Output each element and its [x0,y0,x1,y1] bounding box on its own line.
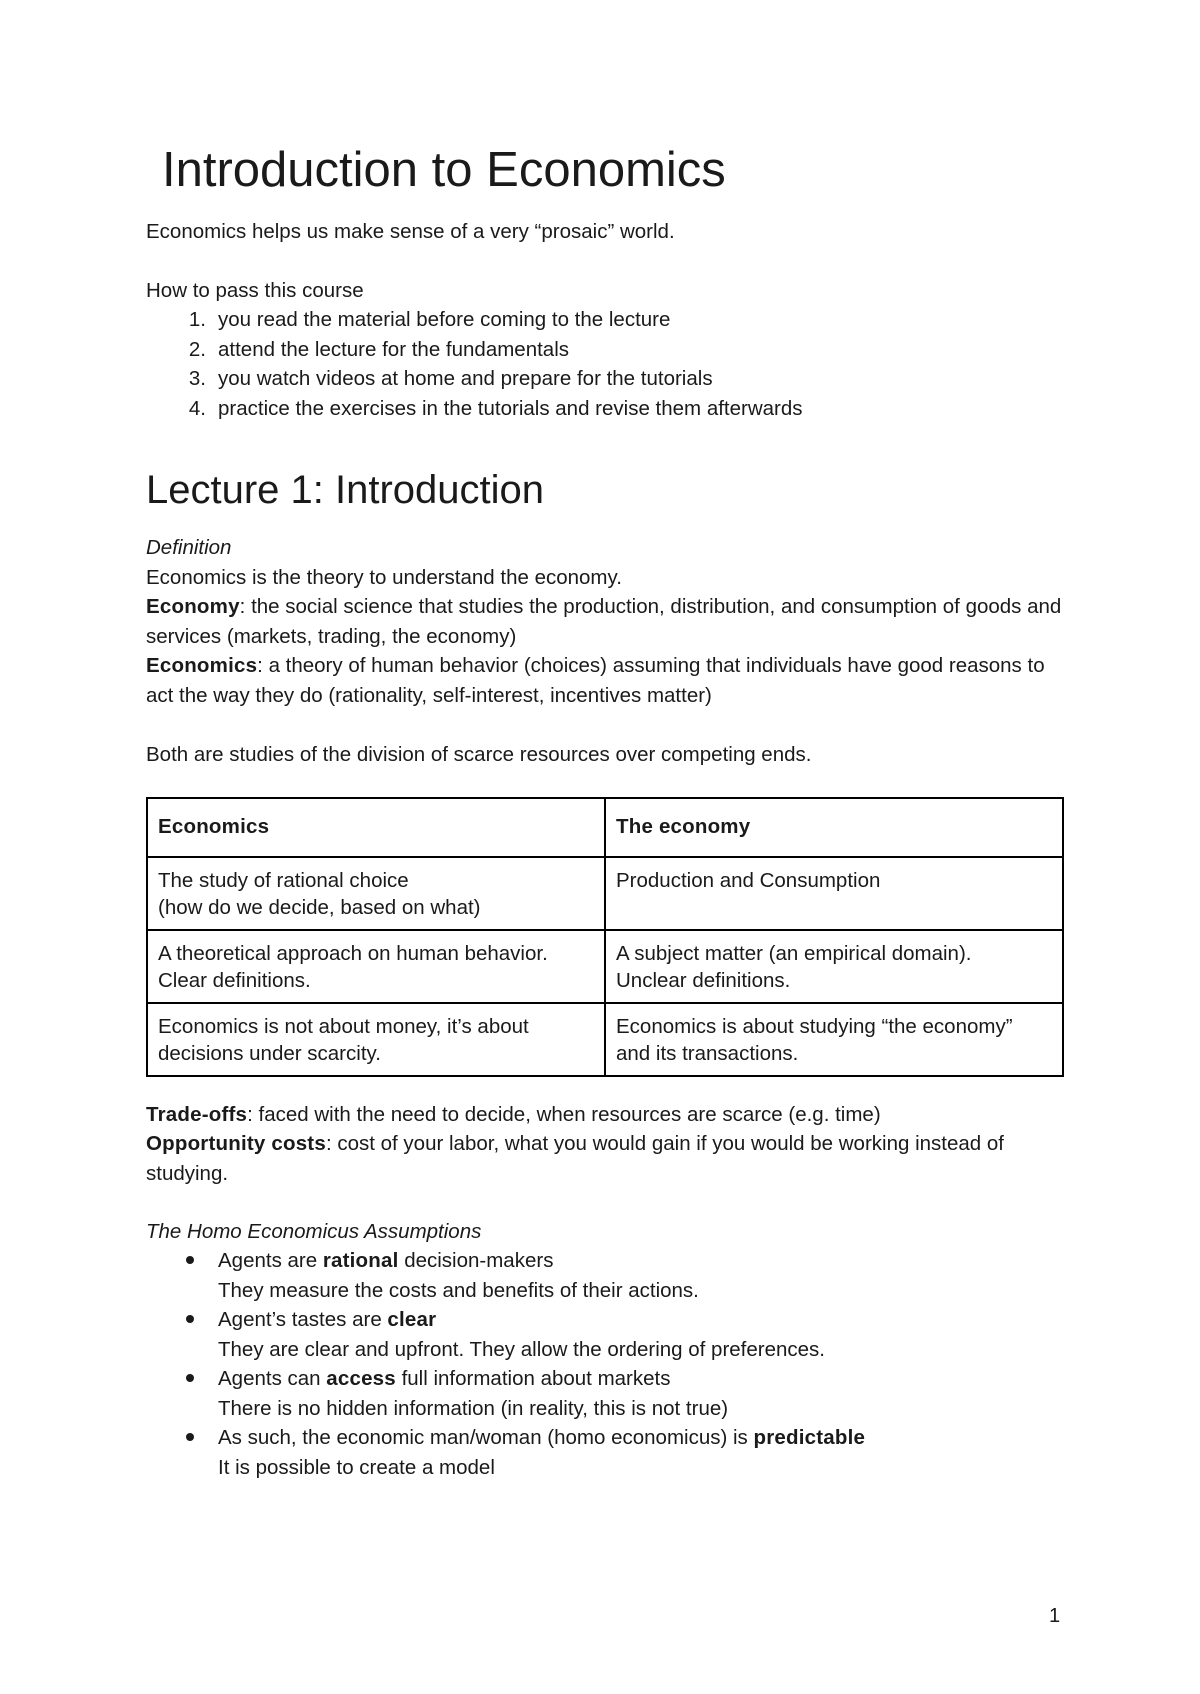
bullet-icon [146,1246,218,1305]
list-text: you watch videos at home and prepare for the tutorials [218,367,713,390]
table-header-cell: Economics [147,798,605,857]
list-item [146,305,1066,335]
economy-term: Economy [146,595,240,618]
comparison-table [146,797,1064,1077]
pass-heading: How to pass this course [146,279,364,302]
list-item [146,335,1066,365]
list-number: 4. [188,396,206,420]
bullet-icon [146,1423,218,1482]
definition-label: Definition [146,536,232,559]
tradeoffs-term: Trade-offs [146,1103,248,1126]
table-cell: A subject matter (an empirical domain). Unclear definitions. [605,930,1063,1003]
table-row [147,857,1063,930]
table-header-cell: The economy [605,798,1063,857]
economy-text: : the social science that studies the production, distribution, and consumption of goods and services (markets, trading, the economy) [146,595,1062,648]
list-item: Agent’s tastes are clear They are clear and upfront. They allow the ordering of preferences. [146,1305,1066,1364]
table-cell: A theoretical approach on human behavior. Clear definitions. [147,930,605,1003]
list-text: attend the lecture for the fundamentals [218,337,570,361]
table-cell: Economics is about studying “the economy” and its transactions. [605,1003,1063,1076]
opportunity-text: : cost of your labor, what you would gain if you would be working instead of studying. [146,1132,1004,1185]
opportunity-term: Opportunity costs [146,1132,326,1155]
table-row [147,930,1063,1003]
bullet-icon [146,1305,218,1364]
homo-list [146,1246,1066,1482]
tradeoffs-paragraph [146,1100,1066,1130]
opportunity-paragraph [146,1129,1066,1188]
list-item: As such, the economic man/woman (homo economicus) is predictable It is possible to create a model [146,1423,1066,1482]
list-text: you read the material before coming to the lecture [218,308,671,331]
scarce-paragraph: Both are studies of the division of scarce resources over competing ends. [146,743,812,766]
list-text: practice the exercises in the tutorials and revise them afterwards [218,396,803,420]
table-cell: Economics is not about money, it’s about decisions under scarcity. [147,1003,605,1076]
list-item: Agents are rational decision-makers They measure the costs and benefits of their actions. [146,1246,1066,1305]
economics-definition [146,651,1066,710]
list-number: 3. [188,367,206,390]
list-number: 1. [188,308,206,331]
document-title: Introduction to Economics [162,143,726,197]
table-row [147,1003,1063,1076]
definition-section [146,533,1066,710]
tradeoffs-text: : faced with the need to decide, when resources are scarce (e.g. time) [247,1103,881,1126]
table-cell: The study of rational choice (how do we decide, based on what) [147,857,605,930]
economy-definition [146,592,1066,651]
list-item [146,364,1066,394]
intro-paragraph: Economics helps us make sense of a very “prosaic” world. [146,220,675,243]
economics-term: Economics [146,654,258,677]
lecture-heading: Lecture 1: Introduction [146,468,545,512]
economics-text: : a theory of human behavior (choices) assuming that individuals have good reasons to act the way they do (rationality, self-interest, incentives matter) [146,654,1045,707]
definition-line: Economics is the theory to understand the economy. [146,565,622,589]
list-item [146,394,1066,424]
homo-heading: The Homo Economicus Assumptions [146,1220,482,1243]
pass-list [146,305,1066,423]
table-cell: Production and Consumption [605,857,1063,930]
page-number: 1 [1049,1605,1061,1627]
list-number: 2. [188,337,206,361]
bullet-icon [146,1364,218,1423]
table-header-row [147,798,1063,857]
list-item: Agents can access full information about markets There is no hidden information (in reality, this is not true) [146,1364,1066,1423]
